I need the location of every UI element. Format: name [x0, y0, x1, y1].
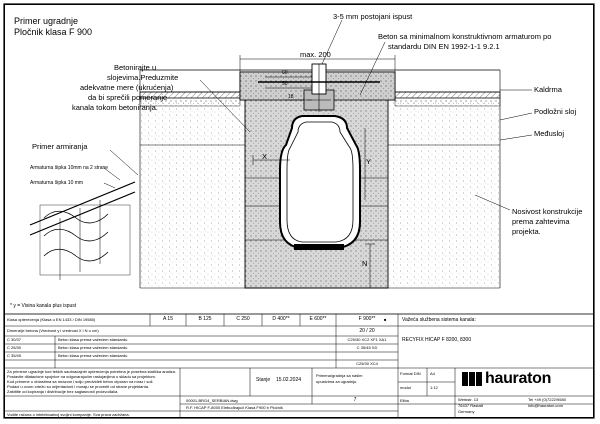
product-name: RECYFIX HICAP F 8200, 8300 — [402, 337, 472, 343]
dim-b-label: 50 — [282, 81, 288, 87]
sheet-description: R.F. HICAP F-8000 Elebudirajući Klasa F900 b Pločnik — [186, 405, 283, 410]
dim-y-label: Y — [366, 157, 372, 166]
layer-base-label: Podložni sloj — [534, 107, 577, 116]
note-line3: Kod primene u oblastima sa mrazom i solju predvideti beton otporan na mraz i soli. — [7, 379, 154, 384]
subrow1-label: C 30/37 — [7, 337, 22, 342]
concrete-spec-line1: Beton sa minimalnom konstruktivnom armaturom po — [378, 32, 552, 41]
contact-line1: Tel +49 (0)7222/9580 — [528, 397, 566, 402]
pour-note-line2: slojevima.Preduzmite — [107, 73, 179, 82]
language-label: Eliba — [400, 398, 409, 403]
format-value: A4 — [430, 371, 435, 376]
subgrade-note-line2: prema zahtevima — [512, 217, 570, 226]
note-line1: Za primene ugradnje kod teških saobraćajnih opterećenja potrebna je posebna statička analiza. — [7, 369, 176, 374]
class-f900: F 900** — [358, 316, 376, 322]
format-label: Format DIN — [400, 371, 421, 376]
note-line5: Zaštitite od kopiranja i distribucije bez saglasnosti proizvođača. — [7, 389, 119, 394]
reinforcement-note1: Armaturna šipka 10mm na 2 strane — [30, 165, 109, 171]
reinforcement-note2: Armaturna šipka 10 mm — [30, 180, 84, 186]
hauraton-logo: hauraton — [485, 370, 552, 387]
title-line1: Primer ugradnje — [14, 16, 79, 26]
approval-line2: upustvima za ugradnju. — [316, 379, 358, 384]
class-a15: A 15 — [162, 316, 173, 322]
reinforcement-title: Primer armiranja — [32, 142, 88, 151]
subrow1-value: Beton klasa prema važećem standardu — [58, 337, 128, 342]
subgrade-note-line3: projekta. — [512, 227, 541, 236]
dim-c-label: 18 — [288, 94, 294, 100]
class-f900-mark: ■ — [384, 317, 387, 322]
status-label: Stanje — [256, 377, 271, 383]
dim-a-label: 60 — [282, 70, 288, 76]
dim-max-label: max. 200 — [300, 50, 331, 59]
class-e600: E 600** — [309, 316, 327, 322]
pour-note-line3: adekvatne mere (ukrućenja) — [80, 83, 174, 92]
status-date: 15.02.2024 — [276, 377, 302, 383]
subrow2-spec: C 35/45 XD — [356, 345, 378, 350]
footnote: * y = Visina kanala plus ispust — [10, 303, 77, 309]
layer-inter-label: Međusloj — [534, 129, 565, 138]
concrete-spec-line2: standardu DIN EN 1992-1-1 9.2.1 — [388, 42, 500, 51]
class-c250: C 250 — [236, 316, 250, 322]
address-line1: Werkstr. 13 — [458, 397, 479, 402]
approval-line1: Primena/gradnja sa našim — [316, 373, 363, 378]
pour-note-line1: Betonirajte u — [114, 63, 157, 72]
pour-note-line5: kanala tokom betoniranja. — [72, 103, 158, 112]
row2-label: Dimenzije betona (Vrednost y i vrednost X i N u cm) — [7, 328, 99, 333]
document-number: 00001-BRG4_SERBIAN.dwg — [186, 398, 238, 403]
scale-label: modul — [400, 385, 411, 390]
class-d400: D 400** — [272, 316, 290, 322]
address-line2: 76437 Rastatt — [458, 403, 483, 408]
class-b125: B 125 — [198, 316, 212, 322]
note-line2: Postavite dilatacione spojnice na odgovarajućim rastojanjima u skladu sa projektom. — [7, 374, 156, 379]
dim-n-label: N — [362, 259, 368, 268]
top-gap-label: 3-5 mm postojani ispust — [333, 12, 413, 21]
subrow3-spec: C25/30 XC4 — [356, 361, 378, 366]
subgrade-note-line1: Nosivost konstrukcije — [512, 207, 583, 216]
dim-x-label: X — [262, 152, 268, 161]
row2-value: 20 / 20 — [359, 328, 375, 334]
pour-note-line4: da bi sprečili pomeranje — [88, 93, 168, 102]
address-line3: Germany — [458, 409, 475, 414]
subrow3-label: C 35/45 — [7, 353, 22, 358]
copyright-note: Vodite računa o intelektualnoj svojini kompanije. Sva prava zadržana. — [7, 412, 130, 417]
sheet-number: 7 — [353, 397, 357, 403]
layer-wearing-label: Kaldrma — [534, 85, 562, 94]
contact-line2: info@hauraton.com — [528, 403, 563, 408]
product-header: Važeća službena sistema kanala: — [402, 317, 476, 323]
scale-value: 1:12 — [430, 385, 438, 390]
note-line4: Podaci u ovom crtežu su orijentacioni i moraju se proveriti od strane projektanta. — [7, 384, 150, 389]
subrow2-value: Beton klasa prema važećem standardu — [58, 345, 128, 350]
class-row-label: Klasa opterećenja (Klasa u EN 1433 / DIN 19580) — [7, 317, 96, 322]
subrow1-spec: C25/30 XC2 XF1 XA1 — [347, 337, 387, 342]
subrow3-value: Beton klasa prema važećem standardu — [58, 353, 128, 358]
title-line2: Pločnik klasa F 900 — [14, 27, 93, 37]
subrow2-label: C 25/30 — [7, 345, 22, 350]
